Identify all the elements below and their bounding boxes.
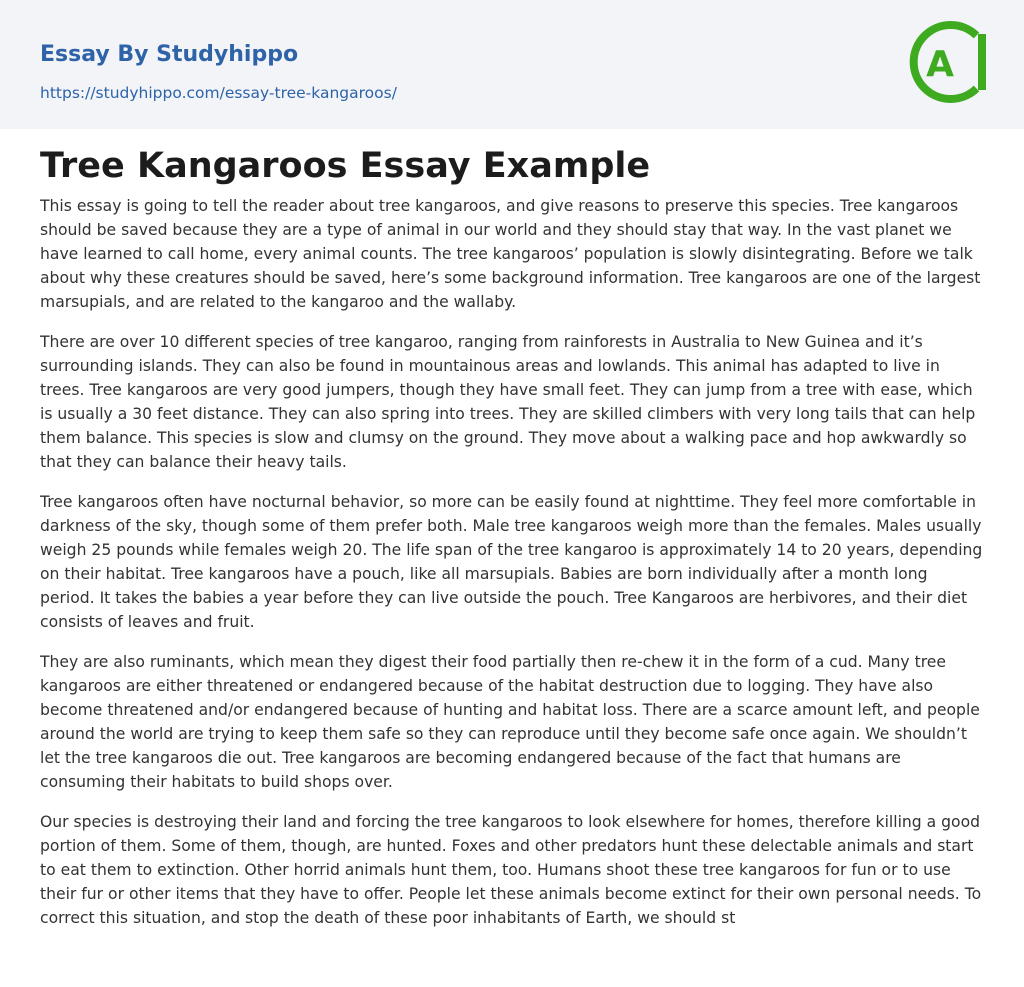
essay-paragraph: This essay is going to tell the reader about tree kangaroos, and give reasons to preserve this species. Tree kangaroos should be saved because they are a type of animal in our world and they should stay that way. In the vast planet we have learned to call home, every animal counts. The tree kangaroos’ population is slowly disintegrating. Before we talk about why these creatures should be saved, here’s some background information. Tree kangaroos are one of the largest marsupials, and are related to the kangaroo and the wallaby. <box>40 197 981 311</box>
essay-paragraph: They are also ruminants, which mean they digest their food partially then re-chew it in the form of a cud. Many tree kangaroos are either threatened or endangered because of the habitat destruction due to logging. They have also become threatened and/or endangered because of hunting and habitat loss. There are a scarce amount left, and people around the world are trying to keep them safe so they can reproduce until they become safe once again. We shouldn’t let the tree kangaroos die out. Tree kangaroos are becoming endangered because of the fact that humans are consuming their habitats to build shops over. <box>40 653 980 791</box>
brand-title[interactable]: Essay By Studyhippo <box>40 42 299 67</box>
essay-body <box>40 194 984 946</box>
essay-paragraph: Tree kangaroos often have nocturnal behavior, so more can be easily found at nighttime. They feel more comfortable in darkness of the sky, though some of them prefer both. Male tree kangaroos weigh more than the females. Males usually weigh 25 pounds while females weigh 20. The life span of the tree kangaroo is approximately 14 to 20 years, depending on their habitat. Tree kangaroos have a pouch, like all marsupials. Babies are born individually after a month long period. It takes the babies a year before they can live outside the pouch. Tree Kangaroos are herbivores, and their diet consists of leaves and fruit. <box>40 493 983 631</box>
logo-letter: A <box>926 44 954 85</box>
essay-url-link[interactable]: https://studyhippo.com/essay-tree-kangaroos/ <box>40 84 397 102</box>
essay-paragraph: Our species is destroying their land and forcing the tree kangaroos to look elsewhere for homes, therefore killing a good portion of them. Some of them, though, are hunted. Foxes and other predators hunt these delectable animals and start to eat them to extinction. Other horrid animals hunt them, too. Humans shoot these tree kangaroos for fun or to use their fur or other items that they have to offer. People let these animals become extinct for their own personal needs. To correct this situation, and stop the death of these poor inhabitants of Earth, we should st <box>40 813 982 927</box>
studyhippo-logo-icon[interactable] <box>908 17 988 107</box>
essay-paragraph: There are over 10 different species of tree kangaroo, ranging from rainforests in Australia to New Guinea and it’s surrounding islands. They can also be found in mountainous areas and lowlands. This animal has adapted to live in trees. Tree kangaroos are very good jumpers, though they have small feet. They can jump from a tree with ease, which is usually a 30 feet distance. They can also spring into trees. They are skilled climbers with very long tails that can help them balance. This species is slow and clumsy on the ground. They move about a walking pace and hop awkwardly so that they can balance their heavy tails. <box>40 333 976 471</box>
page-title: Tree Kangaroos Essay Example <box>40 146 651 186</box>
